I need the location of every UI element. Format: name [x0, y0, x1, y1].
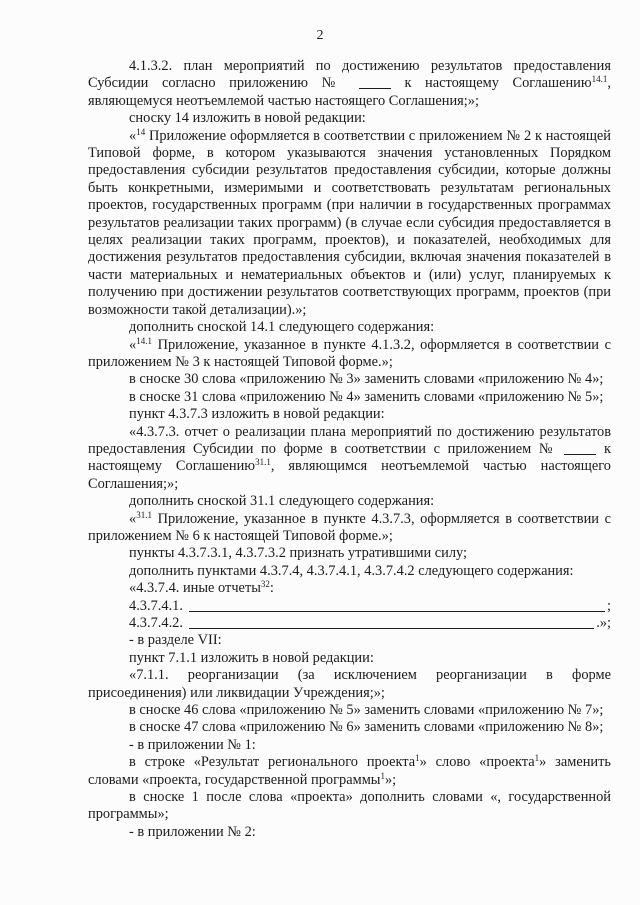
footnote-ref: 1 [415, 753, 420, 764]
paragraph-add-footnote-31-1: дополнить сноской 31.1 следующего содержания: [129, 493, 435, 510]
text-span: »; [384, 771, 397, 788]
paragraph-footnote-14-1-text [88, 337, 611, 372]
text-span: «4.3.7.4. иные отчеты [129, 580, 261, 597]
footnote-ref: 1 [534, 753, 540, 764]
document-body [88, 58, 611, 841]
paragraph-7-1-1-edit: пункт 7.1.1 изложить в новой редакции: [129, 649, 374, 666]
paragraph-4-3-7-3-text [88, 424, 611, 494]
blank-field [359, 76, 391, 89]
footnote-ref: 14.1 [591, 74, 608, 85]
text-span: » слово «проекта [419, 754, 535, 771]
paragraph-4-3-7-4 [88, 580, 611, 597]
text-span: « [129, 510, 137, 527]
text-span: 4.1.3.2. план мероприятий по достижению результатов предоставления Субсидии согласно приложению № [88, 58, 611, 92]
paragraph-section-vii: - в разделе VII: [129, 632, 222, 649]
paragraph-footnote-46: в сноске 46 слова «приложению № 5» заменить словами «приложению № 7»; [129, 702, 604, 719]
paragraph-appendix-1: - в приложении № 1: [129, 736, 256, 753]
footnote-ref: 31.1 [136, 509, 152, 520]
paragraph-repeal: пункты 4.3.7.3.1, 4.3.7.3.2 признать утратившими силу; [129, 545, 468, 562]
paragraph-4-3-7-3-edit: пункт 4.3.7.3 изложить в новой редакции: [129, 406, 385, 423]
footnote-ref: 14 [136, 126, 146, 137]
paragraph-add-items: дополнить пунктами 4.3.7.4, 4.3.7.4.1, 4.3.7.4.2 следующего содержания: [129, 562, 574, 579]
footnote-ref: 32 [260, 580, 270, 590]
text-span: Приложение, указанное в пункте 4.3.7.3, оформляется в соответствии с приложением № 6 к настоящей Типовой форме.»; [88, 510, 611, 544]
text-span: « [129, 336, 137, 353]
paragraph-footnote-30: в сноске 30 слова «приложению № 3» заменить словами «приложению № 4»; [129, 371, 604, 388]
page-number: 2 [316, 28, 324, 43]
item-label: 4.3.7.4.1. [129, 597, 183, 614]
item-label: 4.3.7.4.2. [129, 615, 183, 631]
paragraph-7-1-1-text: «7.1.1. реорганизации (за исключением реорганизации в форме присоединения) или ликвидации Учреждения;»; [88, 667, 611, 701]
line-end: ; [607, 597, 611, 614]
fill-line [189, 628, 594, 629]
text-span: » заменить словами «проекта, государственной программы [88, 754, 611, 788]
paragraph-footnote-31: в сноске 31 слова «приложению № 4» заменить словами «приложению № 5»; [129, 388, 604, 405]
text-span: , являющимся неотъемлемой частью настоящего Соглашения;»; [88, 458, 611, 492]
paragraph-appendix-2: - в приложении № 2: [129, 823, 256, 840]
text-span: Приложение оформляется в соответствии с приложением № 2 к настоящей Типовой форме, в котором указываются значения установленных Порядком предоставления субсидии результатов предоставления субсидии, которые должны быть конкретными, измеримыми и соответствовать результатам региональных проектов, государственных программ (при наличии в государственных программах результатов реализации таких программ) (в случае если субсидия предоставляется в целях реализации таких программ, проектов), и показателей, необходимых для достижения результатов предоставления субсидии, включая значения показателей в части материальных и нематериальных объектов и (или) услуг, планируемых к получению при достижении результатов соответствующих программ, проектов (при возможности такой детализации).»; [88, 127, 611, 318]
paragraph-footnote-14-edit: сноску 14 изложить в новой редакции: [129, 110, 366, 127]
paragraph-add-footnote-14-1: дополнить сноской 14.1 следующего содержания: [129, 319, 435, 336]
paragraph-footnote-1: в сноске 1 после слова «проекта» дополнить словами «, государственной программы»; [88, 789, 611, 823]
paragraph-footnote-31-1-text [88, 511, 611, 546]
paragraph-4-1-3-2 [88, 58, 611, 110]
line-end: .»; [596, 615, 611, 631]
paragraph-row-result [88, 754, 611, 789]
text-span: к настоящему Соглашению [88, 440, 611, 475]
paragraph-4-3-7-4-2 [88, 615, 611, 632]
text-span: Приложение, указанное в пункте 4.1.3.2, оформляется в соответствии с приложением № 3 к настоящей Типовой форме.»; [88, 336, 611, 370]
footnote-ref: 31.1 [255, 457, 271, 468]
text-span: , являющемуся неотъемлемой частью настоящего Соглашения;»; [88, 75, 611, 109]
text-span: : [269, 580, 274, 597]
text-span: « [129, 127, 137, 144]
paragraph-footnote-14-text [88, 128, 611, 319]
text-span: к настоящему Соглашению [404, 75, 592, 92]
text-span: в строке «Результат регионального проекта [129, 754, 416, 771]
footnote-ref: 14.1 [136, 335, 152, 346]
paragraph-footnote-47: в сноске 47 слова «приложению № 6» заменить словами «приложению № 8»; [129, 719, 604, 736]
text-span: «4.3.7.3. отчет о реализации плана мероприятий по достижению результатов предоставления Субсидии по форме в соответствии с приложением № [88, 423, 611, 457]
paragraph-4-3-7-4-1 [88, 598, 611, 615]
blank-field [564, 442, 596, 455]
footnote-ref: 1 [380, 770, 385, 781]
fill-line [189, 611, 605, 612]
